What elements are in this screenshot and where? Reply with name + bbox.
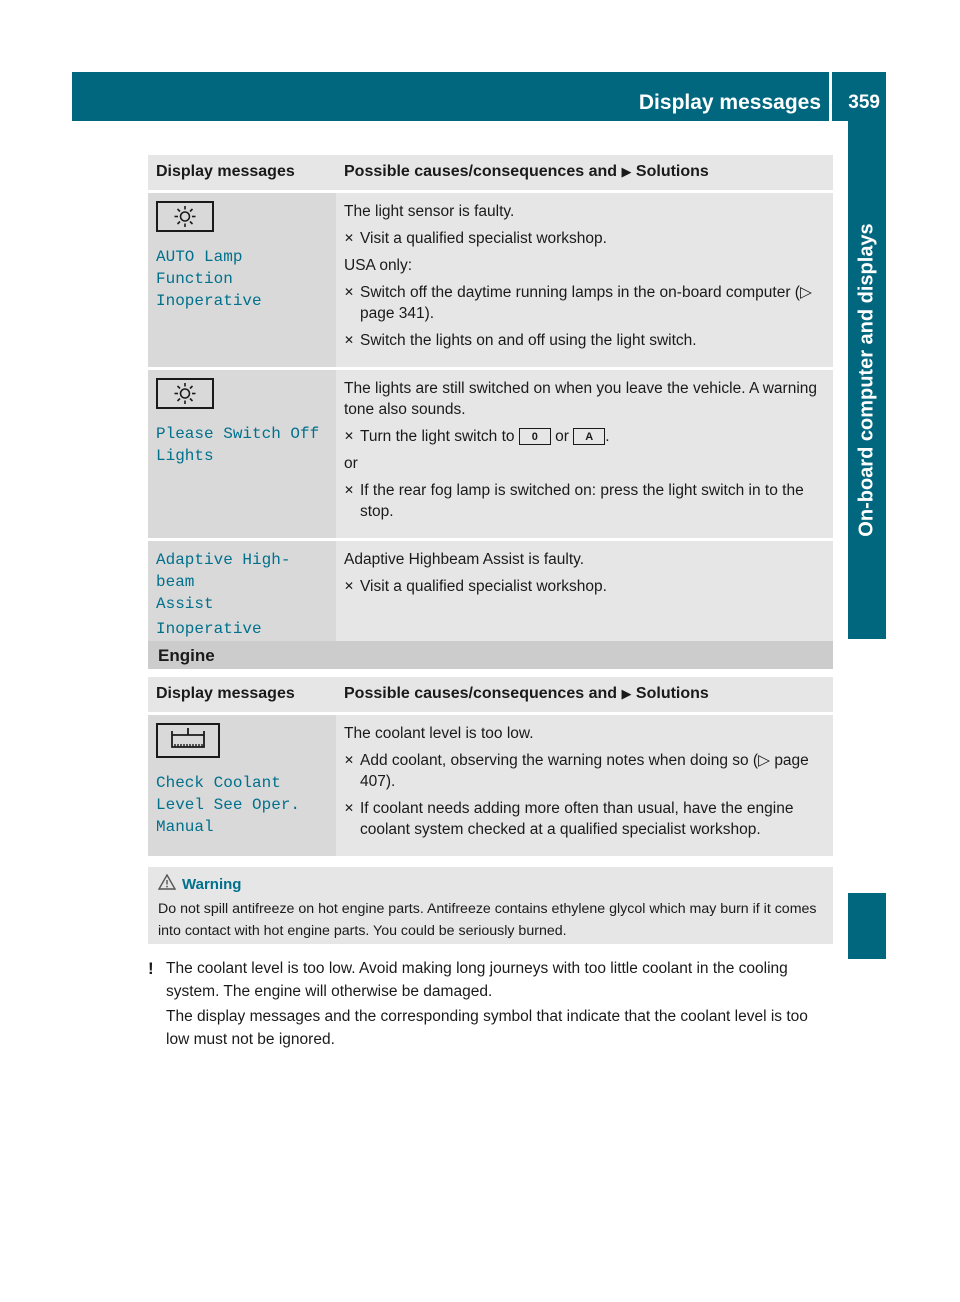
solution-step: ✕ Add coolant, observing the warning notes when doing so (▷ page 407). (344, 752, 809, 790)
play-arrow-icon: ▶ (621, 164, 632, 179)
light-bulb-icon (156, 201, 214, 232)
table-row (148, 370, 833, 538)
header-causes-label: Possible causes/consequences and (344, 163, 618, 180)
notice-block (148, 957, 833, 1051)
solution-step: ✕ Visit a qualified specialist workshop. (344, 230, 607, 247)
message-line: Inoperative (156, 620, 262, 638)
message-cell (148, 193, 336, 367)
header-title: Display messages (638, 91, 821, 114)
message-line: Check Coolant (156, 774, 281, 792)
table-header-row (148, 155, 833, 190)
message-line: Adaptive High-beam (156, 551, 291, 591)
header-solutions-label: Solutions (635, 685, 709, 702)
warning-box (148, 867, 833, 944)
header-solutions-label: Solutions (635, 163, 709, 180)
solution-step: ✕ Turn the light switch to 0 or A . (344, 428, 610, 445)
engine-messages-table (148, 674, 833, 859)
table-row (148, 715, 833, 856)
table-header-row (148, 677, 833, 712)
header-display-messages: Display messages (148, 677, 336, 712)
engine-section-bar (148, 641, 833, 669)
solution-step: ✕ Switch the lights on and off using the light switch. (344, 332, 697, 349)
page-number: 359 (848, 92, 880, 113)
solution-step: ✕ If the rear fog lamp is switched on: press the light switch in to the stop. (344, 482, 804, 520)
solution-step: ✕ If coolant needs adding more often than usual, have the engine coolant system checked at a qualified specialist workshop. (344, 800, 794, 838)
message-line: Lights (156, 447, 214, 465)
coolant-icon (156, 723, 220, 758)
solution-cell (336, 193, 833, 367)
page-header (72, 72, 886, 121)
step-arrow-icon: ✕ (344, 579, 355, 593)
warning-heading (158, 874, 241, 894)
light-switch-off-key: 0 (519, 428, 551, 445)
solution-cell (336, 541, 833, 650)
header-causes-solutions (336, 155, 833, 190)
message-cell (148, 370, 336, 538)
solution-step: ✕ Switch off the daytime running lamps in the on-board computer (▷ page 341). (344, 284, 812, 322)
exclamation-icon: ! (148, 959, 154, 978)
cause-text: or (344, 455, 358, 472)
header-divider (829, 72, 832, 121)
message-cell (148, 715, 336, 856)
step-arrow-icon: ✕ (344, 801, 355, 815)
table-row (148, 193, 833, 367)
solution-cell (336, 715, 833, 856)
header-display-messages: Display messages (148, 155, 336, 190)
step-arrow-icon: ✕ (344, 483, 355, 497)
step-arrow-icon: ✕ (344, 285, 355, 299)
message-line: Level See Oper. (156, 796, 301, 814)
message-cell (148, 541, 336, 650)
solution-cell (336, 370, 833, 538)
message-line: Please Switch Off (156, 425, 320, 443)
step-arrow-icon: ✕ (344, 429, 355, 443)
cause-text: The light sensor is faulty. (344, 203, 515, 220)
warning-title: Warning (182, 875, 242, 893)
cause-text: The lights are still switched on when you leave the vehicle. A warning tone also sounds. (344, 380, 818, 418)
header-causes-solutions (336, 677, 833, 712)
step-arrow-icon: ✕ (344, 333, 355, 347)
notice-paragraph: The coolant level is too low. Avoid making long journeys with too little coolant in the cooling system. The engine will otherwise be damaged. (166, 960, 788, 1000)
display-messages-table (148, 152, 833, 653)
solution-step: ✕ Visit a qualified specialist workshop. (344, 578, 607, 595)
play-arrow-icon: ▶ (621, 686, 632, 701)
header-causes-label: Possible causes/consequences and (344, 685, 618, 702)
step-arrow-icon: ✕ (344, 753, 355, 767)
cause-text: The coolant level is too low. (344, 725, 534, 742)
warning-text: Do not spill antifreeze on hot engine parts. Antifreeze contains ethylene glycol which may burn if it comes into contact with hot engine parts. You could be seriously burned. (158, 901, 817, 939)
message-line: Inoperative (156, 292, 262, 310)
notice-paragraph: The display messages and the corresponding symbol that indicate that the coolant level is too low must not be ignored. (166, 1008, 808, 1048)
cause-text: USA only: (344, 257, 413, 274)
side-tab-label: On-board computer and displays (855, 223, 878, 537)
warning-triangle-icon (158, 874, 176, 894)
side-tab-marker (848, 893, 886, 959)
section-title: Engine (158, 646, 215, 665)
message-line: Manual (156, 818, 214, 836)
light-switch-auto-key: A (573, 428, 605, 445)
cause-text: Adaptive Highbeam Assist is faulty. (344, 551, 585, 568)
table-row (148, 541, 833, 650)
message-line: AUTO Lamp Function (156, 248, 243, 288)
message-line: Assist (156, 595, 214, 613)
step-arrow-icon: ✕ (344, 231, 355, 245)
light-bulb-icon (156, 378, 214, 409)
